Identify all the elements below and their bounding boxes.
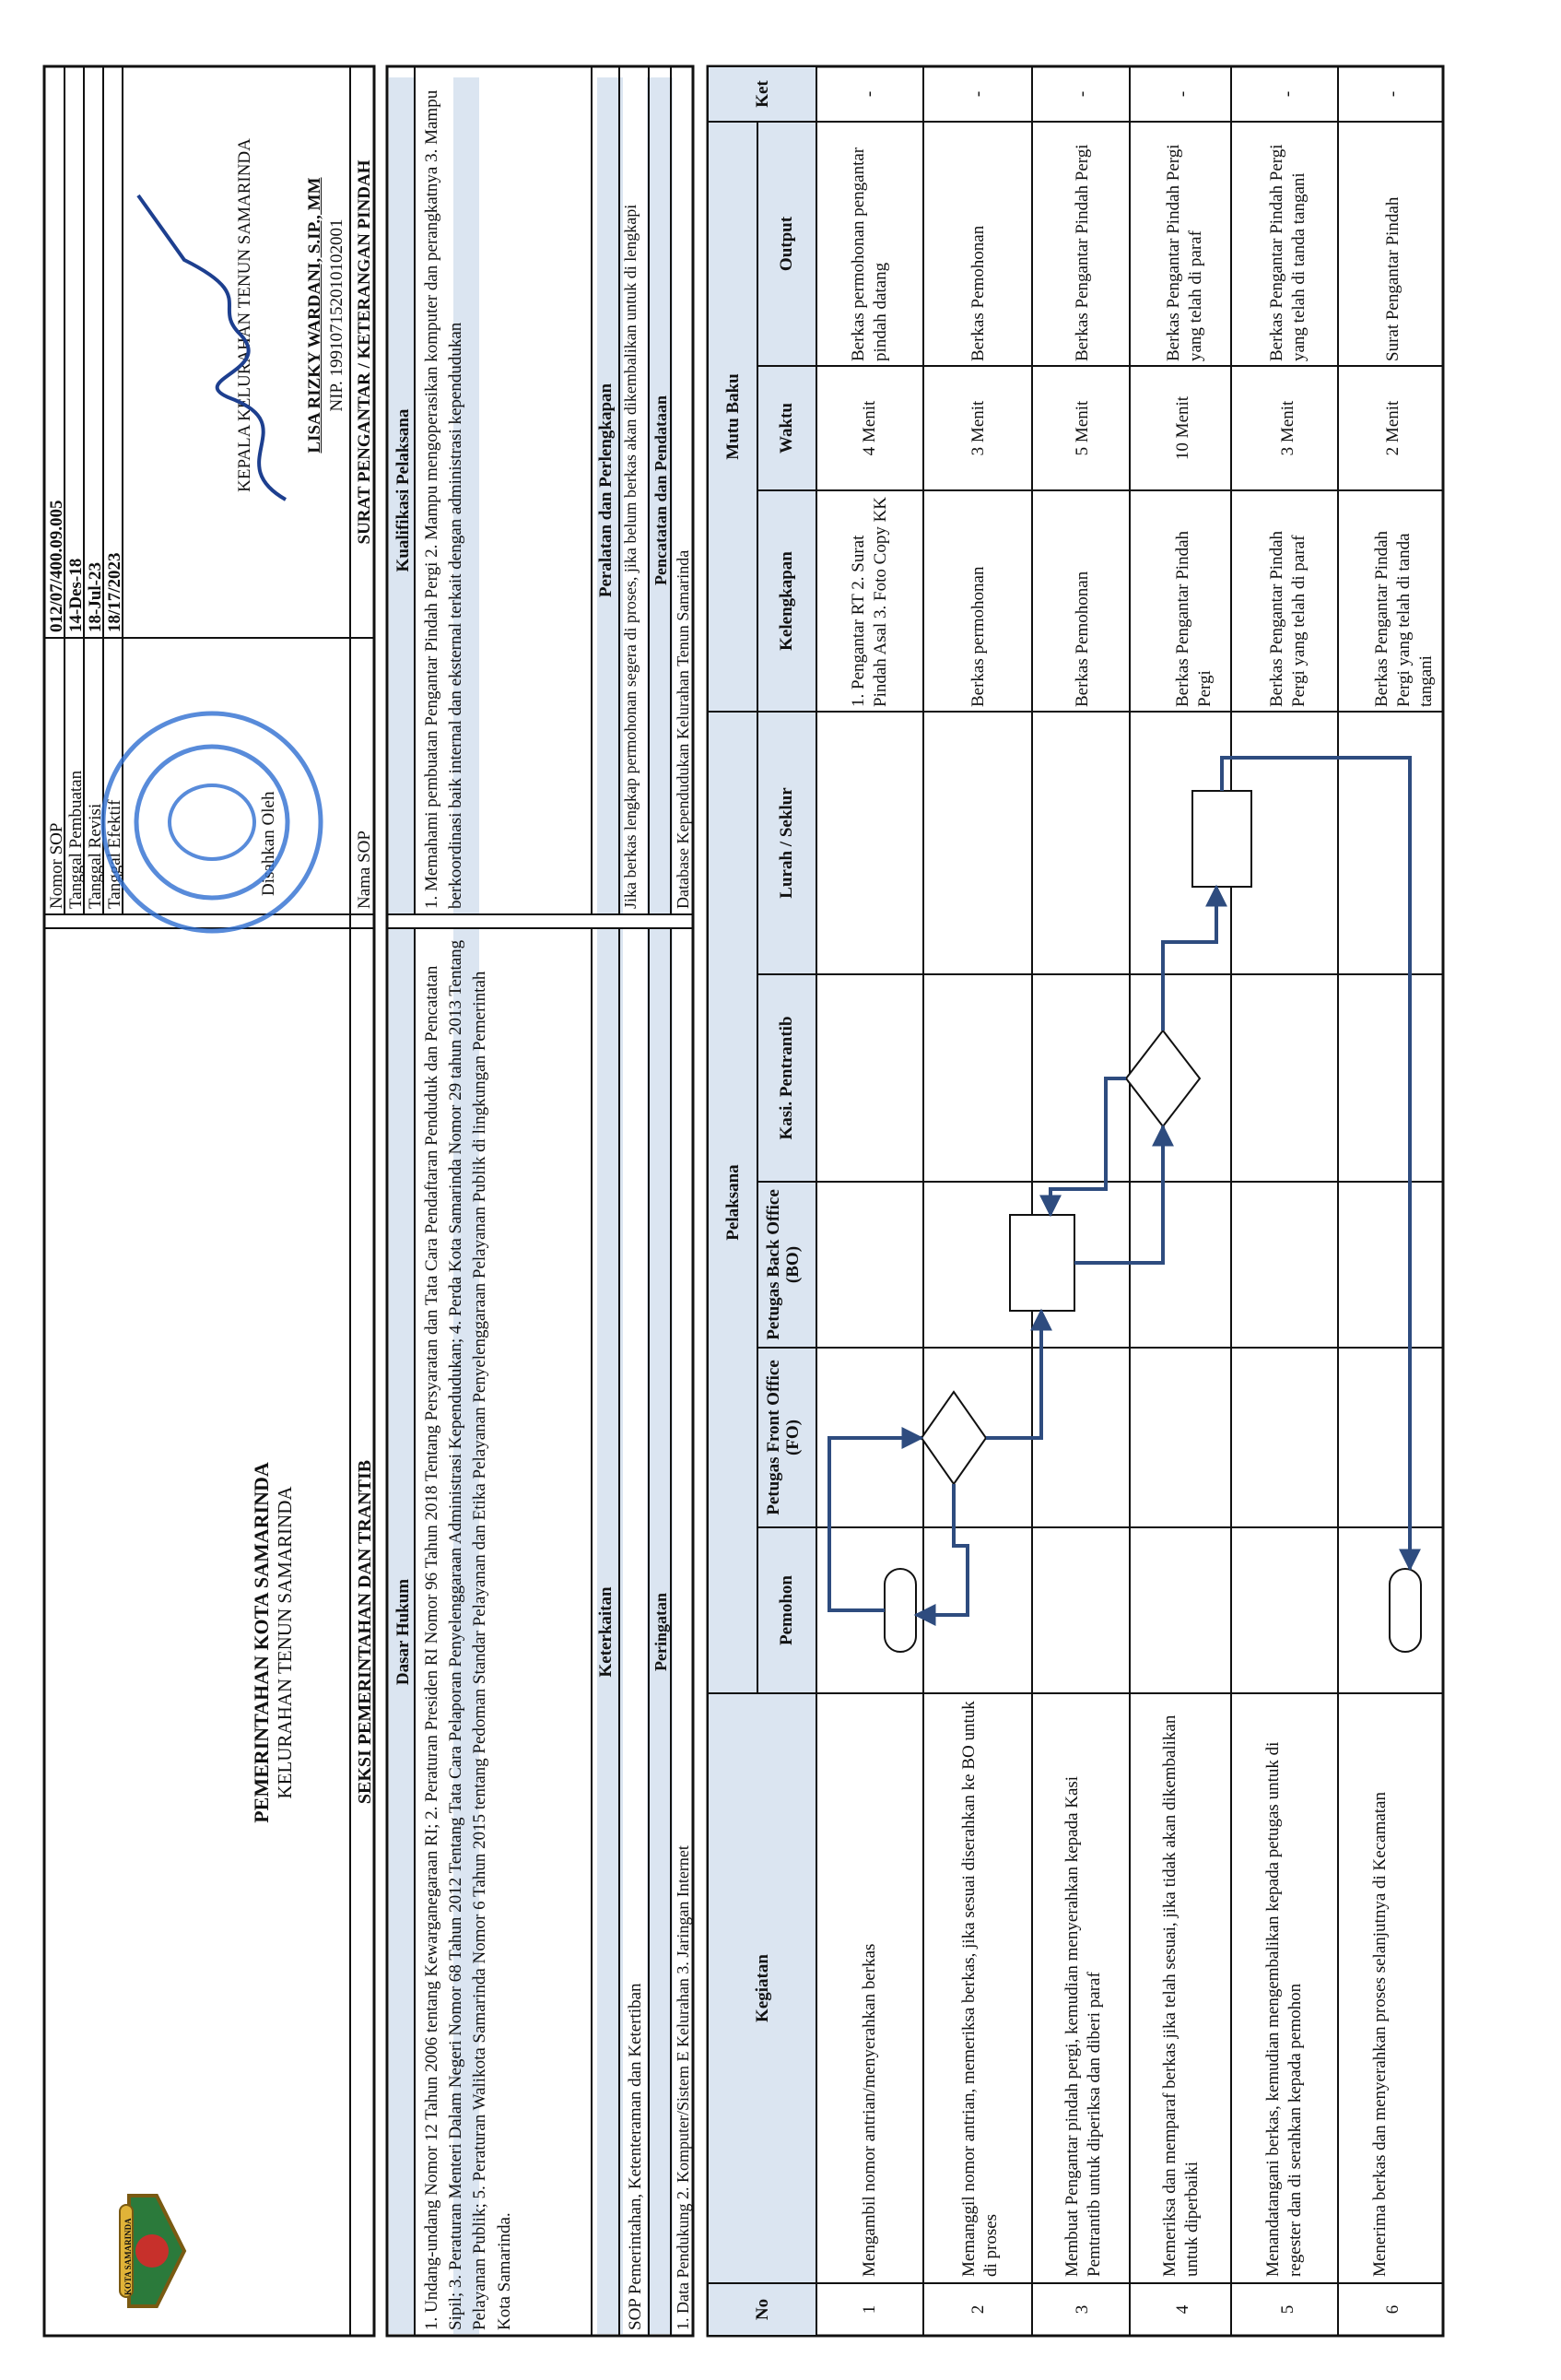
row-2-no: 2 [968, 2304, 988, 2315]
flow-start-terminator [885, 1569, 916, 1652]
signatory-position: KEPALA KELURAHAN TENUN SAMARINDA [235, 138, 254, 492]
meta-value-revisi: 18-Jul-23 [86, 562, 105, 632]
row-6-no: 6 [1383, 2304, 1403, 2315]
section-name: SEKSI PEMERINTAHAN DAN TRANTIB [355, 1459, 375, 1805]
disahkan-label: Disahkan Oleh [259, 791, 278, 896]
row-2-ket: - [968, 90, 988, 98]
row-4-waktu: 10 Menit [1173, 395, 1192, 461]
col-header-output: Output [777, 216, 796, 272]
row-6-ket: - [1383, 90, 1403, 98]
agency-line1: PEMERINTAHAN KOTA SAMARINDA [250, 1462, 273, 1823]
col-header-bo: Petugas Back Office (BO) [764, 1189, 803, 1340]
row-4-ket: - [1173, 90, 1192, 98]
row-2-kelengkapan: Berkas permohonan [968, 566, 988, 707]
peringatan-title: Peringatan [651, 1593, 670, 1671]
row-4-kelengkapan: Berkas Pengantar Pindah Pergi [1173, 530, 1215, 707]
row-4-output: Berkas Pengantar Pindah Pergi yang telah di paraf [1164, 144, 1205, 361]
agency-line2: KELURAHAN TENUN SAMARINDA [274, 1486, 296, 1799]
col-header-ket: Ket [753, 80, 772, 108]
flow-end-terminator [1390, 1569, 1421, 1652]
row-4-kegiatan: Memeriksa dan memparaf berkas jika telah sesuai, jika tidak akan dikembalikan untuk diperbaiki [1160, 1714, 1202, 2277]
row-5-kegiatan: Menandatangani berkas, kemudian mengembalikan kepada petugas untuk di regester dan di serahkan kepada pemohon [1263, 1741, 1305, 2277]
row-3-ket: - [1073, 90, 1092, 98]
col-header-kasi: Kasi. Pentrantib [777, 1016, 796, 1140]
meta-label-efektif: Tanggal Efektif [105, 799, 124, 909]
row-1-output: Berkas permohonan pengantar pindah datang [849, 147, 890, 361]
flowchart [885, 791, 1421, 1652]
col-header-kelengkapan: Kelengkapan [777, 551, 796, 651]
col-header-pelaksana: Pelaksana [723, 1164, 743, 1241]
kualifikasi-text: 1. Memahami pembuatan Pengantar Pindah Pergi 2. Mampu mengoperasikan komputer dan perangkatnya 3. Mampu berkoordinasi baik internal dan eksternal terkait dengan administrasi kependudukan [422, 89, 466, 909]
meta-label-pembuatan: Tanggal Pembuatan [66, 770, 86, 909]
flow-process-lurah [1192, 791, 1251, 887]
dasar-hukum-title: Dasar Hukum [393, 1578, 413, 1686]
row-6-kelengkapan: Berkas Pengantar Pindah Pergi yang telah di tanda tangani [1372, 530, 1436, 707]
meta-value-efektif: 18/17/2023 [105, 552, 124, 632]
flow-decision-fo [921, 1392, 986, 1484]
row-1-ket: - [860, 90, 879, 98]
peringatan-text: 1. Data Pendukung 2. Komputer/Sistem E Kelurahan 3. Jaringan Internet [674, 1845, 692, 2330]
row-1-waktu: 4 Menit [860, 400, 879, 456]
row-3-kegiatan: Membuat Pengantar pindah pergi, kemudian menyerahkan kepada Kasi Pemtrantib untuk diperiksa dan diberi paraf [1062, 1775, 1104, 2277]
col-header-waktu: Waktu [777, 403, 796, 454]
keterkaitan-title: Keterkaitan [596, 1586, 616, 1678]
row-2-kegiatan: Memanggil nomor antrian, memeriksa berkas, jika sesuai diserahkan ke BO untuk di proses [959, 1701, 1001, 2277]
pencatatan-text: Database Kependudukan Kelurahan Tenun Samarinda [674, 549, 692, 909]
row-6-waktu: 2 Menit [1383, 400, 1403, 456]
row-2-output: Berkas Pemohonan [968, 225, 988, 361]
row-6-kegiatan: Menerima berkas dan menyerahkan proses selanjutnya di Kecamatan [1370, 1792, 1390, 2277]
signatory-name: LISA RIZKY WARDANI, S.IP., MM [305, 177, 324, 454]
row-1-kelengkapan: 1. Pengantar RT 2. Surat Pindah Asal 3. Foto Copy KK [849, 496, 890, 707]
col-header-kegiatan: Kegiatan [753, 1954, 772, 2022]
dasar-hukum-text: 1. Undang-undang Nomor 12 Tahun 2006 tentang Kewarganegaraan RI; 2. Peraturan Presiden RI Nomor 96 Tahun 2018 Tentang Persyaratan dan Tata Cara Pendaftaran Penduduk dan Pencatatan Sipil; 3. Peraturan Menteri Dalam Negeri Nomor 68 Tahun 2012 Tentang Tata Cara Pelaporan Penyelenggaraan Administrasi Kependudukan; 4. Perda Kota Samarinda Nomor 29 tahun 2013 Tentang Pelayanan Publik; 5. Peraturan Walikota Samarinda Nomor 6 Tahun 2015 tentang Pedoman Standar Pelayanan dan Etika Pelayanan Penyelenggaraan Pelayanan Publik di lingkungan Pemerintah Kota Samarinda. [422, 939, 514, 2330]
row-1-kegiatan: Mengambil nomor antrian/menyerahkan berkas [860, 1943, 879, 2277]
row-6-output: Surat Pengantar Pindah [1383, 196, 1403, 361]
row-5-kelengkapan: Berkas Pengantar Pindah Pergi yang telah di paraf [1267, 530, 1309, 707]
col-header-pemohon: Pemohon [777, 1575, 796, 1645]
meta-value-pembuatan: 14-Des-18 [66, 558, 86, 632]
row-5-output: Berkas Pengantar Pindah Pergi yang telah di tanda tangani [1267, 144, 1309, 361]
kualifikasi-title: Kualifikasi Pelaksana [393, 408, 413, 572]
col-header-fo: Petugas Front Office (FO) [764, 1360, 803, 1515]
row-5-ket: - [1278, 90, 1297, 98]
meta-label-nomor: Nomor SOP [47, 822, 66, 909]
row-4-no: 4 [1173, 2304, 1192, 2315]
peralatan-text: Jika berkas lengkap permohonan segera di proses, jika belum berkas akan dikembalikan untuk di lengkapi [621, 204, 640, 909]
logo-label: KOTA SAMARINDA [123, 2218, 133, 2295]
row-5-no: 5 [1278, 2304, 1297, 2315]
row-3-waktu: 5 Menit [1073, 400, 1092, 456]
peralatan-title: Peralatan dan Perlengkapan [596, 383, 616, 598]
col-header-no: No [753, 2298, 772, 2321]
flow-decision-kasi [1126, 1031, 1200, 1126]
flow-process-bo [1010, 1215, 1074, 1311]
row-2-waktu: 3 Menit [968, 400, 988, 456]
col-header-mutu-baku: Mutu Baku [723, 373, 743, 460]
flow-connectors [829, 758, 1410, 1615]
row-3-output: Berkas Pengantar Pindah Pergi [1073, 144, 1092, 361]
row-3-kelengkapan: Berkas Pemohonan [1073, 571, 1092, 707]
meta-value-nomor: 012/07/400.09.005 [47, 500, 66, 632]
nama-sop-value: SURAT PENGANTAR / KETERANGAN PINDAH [355, 159, 374, 545]
pencatatan-title: Pencatatan dan Pendataan [651, 395, 670, 586]
keterkaitan-text: SOP Pemerintahan, Ketenteraman dan Ketertiban [626, 1983, 645, 2330]
col-header-lurah: Lurah / Seklur [777, 787, 796, 899]
signatory-nip: NIP. 199107152010102001 [327, 218, 346, 412]
row-3-no: 3 [1073, 2304, 1092, 2315]
row-5-waktu: 3 Menit [1278, 400, 1297, 456]
nama-sop-label: Nama SOP [355, 831, 374, 909]
row-1-no: 1 [860, 2304, 879, 2315]
meta-label-revisi: Tanggal Revisi [86, 803, 105, 909]
